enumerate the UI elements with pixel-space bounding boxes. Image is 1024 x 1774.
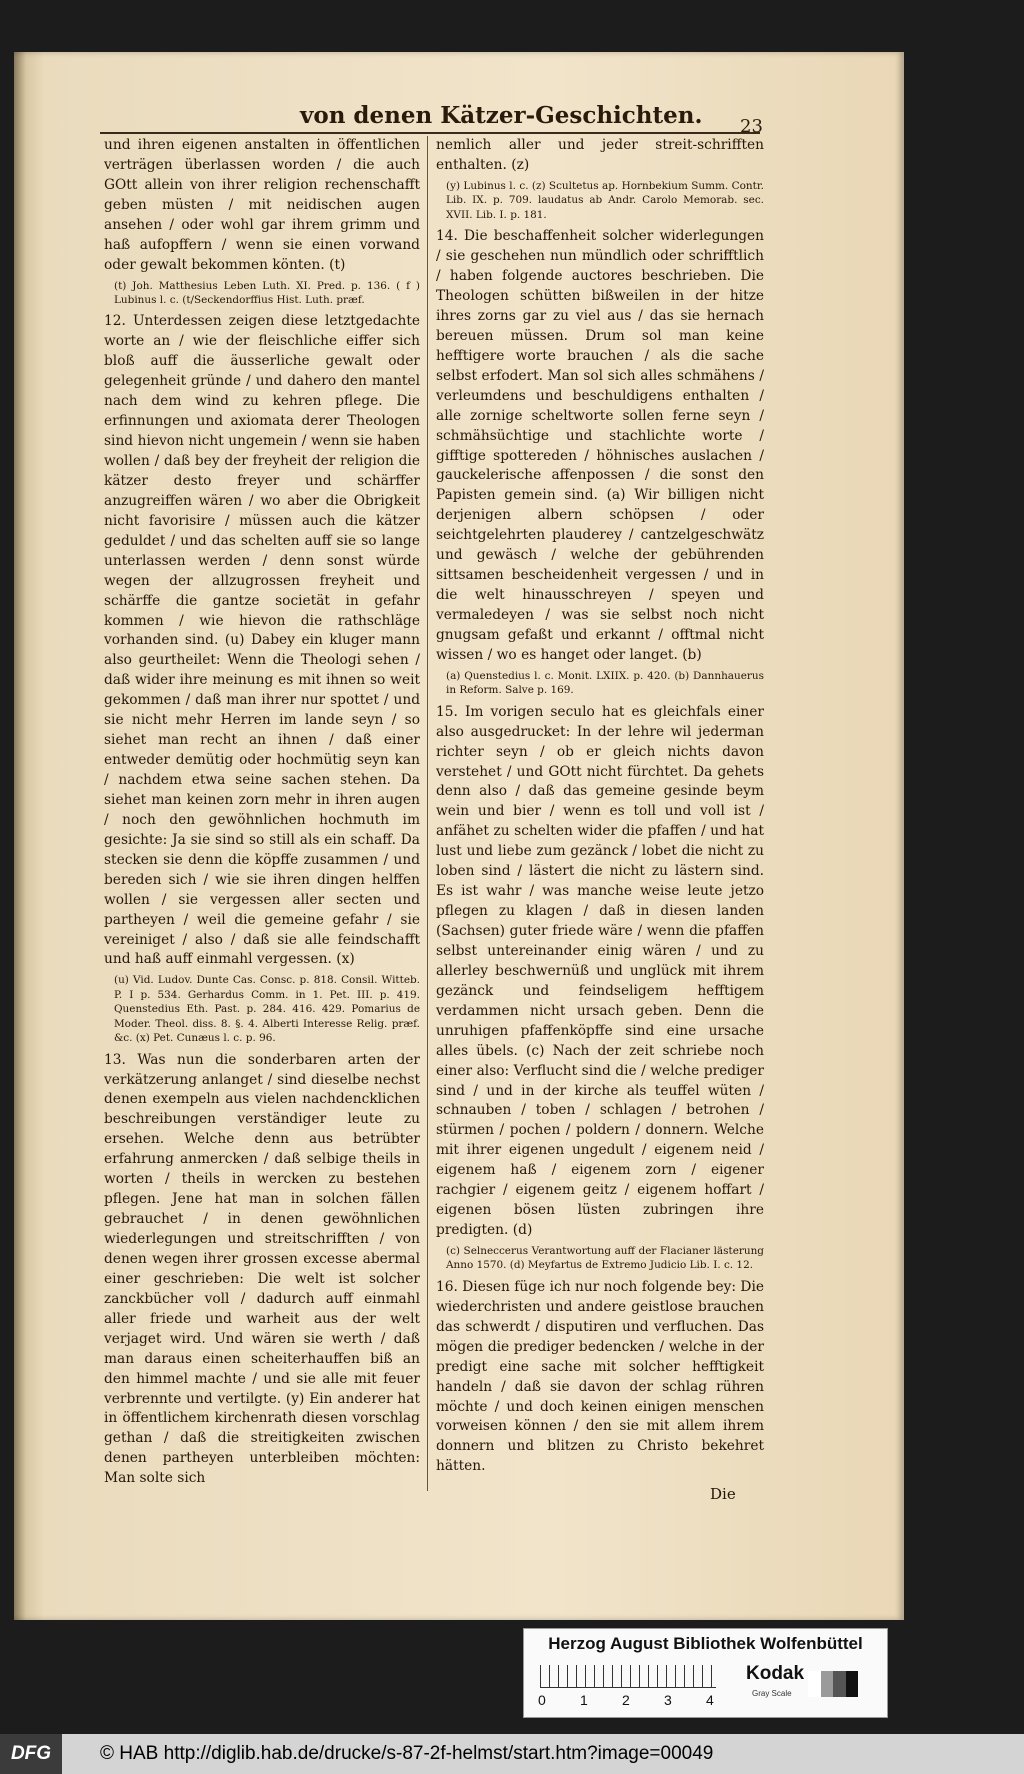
footnote: (a) Quenstedius l. c. Monit. LXIIX. p. 420. (b) Dannhauerus in Reform. Salve p. 169. [446,669,764,697]
paragraph: 13. Was nun die sonderbaren arten der verkätzerung anlanget / sind dieselbe nechst denen exempeln aus vielen nachdencklichen beschreibungen verständiger leute zu ersehen. Welche denn aus betrübter erfahrung anmercken / daß selbige theils in worten / theils in wercken zu bestehen pflegen. Jene hat man in solchen fällen gebrauchet / in denen gewöhnlichen wiederlegungen und streitschrifften / von denen wegen ihrer grossen excesse abermal einer geschrieben: Die welt ist solcher zanckbücher voll / dadurch auff einmahl aller friede und warheit aus der welt verjaget wird. Und wären sie werth / daß man daraus einen scheiterhauffen biß an den himmel machte / und sie alle mit feuer verbrennte und vertilgte. (y) Ein anderer hat in öffentlichem kirchenrath diesen vorschlag gethan / daß die streitigkeiten zwischen denen partheyen unterbleiben möchten: Man solte sich [104,1051,420,1487]
page-header [100,98,763,137]
scale-tick-label: 0 [538,1692,546,1708]
scale-tick-label: 2 [622,1692,630,1708]
copyright-link[interactable]: © HAB http://diglib.hab.de/drucke/s-87-2f-helmst/start.htm?image=00049 [100,1743,714,1764]
right-text-column [436,136,764,1477]
page-number: 23 [740,116,763,137]
paragraph: nemlich aller und jeder streit-schrifften enthalten. (z) [436,137,764,173]
footer-bar [0,1734,1024,1774]
scale-tick-label: 4 [706,1692,714,1708]
scale-ruler [540,1665,716,1688]
paragraph: 15. Im vorigen seculo hat es gleichfals einer also ausgedrucket: In der lehre wil jederman richter seyn / ob er gleich nichts davon verstehet / und GOtt nicht fürchtet. Da gehets denn also / daß das gemeine gesinde beym wein und bier / wenn es toll und voll ist / anfähet zu schelten wider die pfaffen / und hat lust und liebe zum gezänck / lobet die nicht zu loben sind / lästert die nicht zu lästern sind. Es ist wahr / was manche weise leute jetzo pflegen zu klagen / daß in diesen landen (Sachsen) guter friede wäre / wenn die pfaffen selbst untereinander einig wären / und zu allerley beschwernüß und unglück mit ihrem gezänck und feindseligem hefftigem verdammen nicht ursach geben. Denn die unruhigen pfaffenköpffe sind eine ursache alles übels. (c) Nach der zeit schriebe noch einer also: Verflucht sind die / welche prediger sind / und in der kirche als teuffel wüten / schnauben / toben / schlagen / betrohen / stürmen / pochen / poldern / donnern. Welche mit ihrer eigenen ungedult / eigenem neid / eigenem haß / eigenem zorn / eigener rachgier / eigenem geitz / eigenem hoffart / eigenen bösen lüsten zubringen ihre predigten. (d) [436,703,764,1239]
column-divider [427,136,428,1491]
paragraph: 16. Diesen füge ich nur noch folgende bey: Die wiederchristen und andere geistlose brauchen das schwerdt / disputiren und verfluchen. Das mögen die prediger bedencken / welche in der predigt eine sache mit solcher hefftigkeit handeln / daß sie davon der schlag rühren möchte / und doch keinen einigen menschen vorweisen können / den sie mit allem ihrem donnern und blitzen zu Christo bekehret hätten. [436,1278,764,1475]
gray-scale-label: Gray Scale [752,1689,792,1698]
footnote: (u) Vid. Ludov. Dunte Cas. Consc. p. 818. Consil. Witteb. P. I p. 534. Gerhardus Comm. in 1. Pet. III. p. 419. Quenstedius Eth. Past. p. 284. 416. 429. Pomarius de Moder. Theol. diss. 8. §. 4. Alberti Interesse Relig. præf. &c. (x) Pet. Cunæus l. c. p. 96. [114,974,420,1045]
paragraph: und ihren eigenen anstalten in öffentlichen verträgen überlassen worden / die auch GOtt allein von ihrer religion rechenschafft geben müsten / mit neidischen augen ansehen / oder wohl gar ihrem grimm und haß aufopffern / wenn sie einen vorwand oder gewalt bekommen könten. (t) [104,137,420,273]
gray-scale-swatch [808,1671,858,1697]
gray-swatch-patch [833,1671,846,1697]
paragraph: 14. Die beschaffenheit solcher widerlegungen / sie geschehen nun mündlich oder schrifftlich / haben folgende auctores beschrieben. Die Theologen schütten bißweilen in der hitze ihres zorns gar zu viel aus / das sie hernach bereuen müssen. Drum sol man keine hefftigere worte brauchen / als die sache selbst erfodert. Man sol sich alles schmähens / verleumdens und beschuldigens enthalten / alle zornige scheltworte sollen ferne seyn / schmähsüchtige und stachlichte worte / gifftige spottereden / höhnisches auslachen / gauckelerische affenpossen / die sonst den Papisten gemein sind. (a) Wir billigen nicht derjenigen albern schöpsen / oder seichtgelehrten plauderey / cantzelgeschwätz und gewäsch / welche der gebührenden sittsamen bescheidenheit vergessen / und in die welt hinausschreyen / speyen und vermaledeyen / was sie selbst noch nicht gnugsam gefaßt und erkannt / offtmal nicht wissen / wo es hanget oder langet. (b) [436,228,764,663]
gray-swatch-patch [808,1671,821,1697]
footnote: (c) Selneccerus Verantwortung auff der Flacianer lästerung Anno 1570. (d) Meyfartus de Extremo Judicio Lib. I. c. 12. [446,1245,764,1272]
gray-swatch-patch [846,1671,859,1697]
paragraph: 12. Unterdessen zeigen diese letztgedachte worte an / wie der fleischliche eiffer sich bloß auff die äusserliche gewalt oder gelegenheit gründe / und dahero den mantel nach dem wind zu kehren pflege. Die erfinnungen und axiomata derer Theologen sind hievon nicht ungemein / wenn sie haben wollen / daß bey der freyheit der religion die kätzer desto freyer und schärffer anzugreiffen wären / wo aber die Obrigkeit nicht favorisire / müssen auch die kätzer geduldet / und das schelten auff sie so lange unterlassen werden / denn sonst würde wegen der allzugrossen freyheit und schärffe die gantze societät in gefahr kommen / wie hievon die rathschläge vorhanden sind. (u) Dabey ein kluger mann also geurtheilet: Wenn die Theologi sehen / daß wider ihre meinung es mit ihnen so weit gekommen / daß man ihrer nur spottet / und sie nicht mehr Herren im lande seyn / so siehet man recht an ihnen / daß einer entweder demütig oder hochmütig seyn kan / nachdem etwa seine sachen stehen. Da siehet man keinen zorn mehr in ihren augen / noch den gewöhnlichen hochmuth im gesichte: Ja sie sind so still als ein schaff. Da stecken sie denn die köpffe zusammen / und bereden sich / wie sie ihren dingen helffen wollen / sie vergessen aller secten und partheyen / weil die gemeine gefahr / sie vereiniget / also / daß sie alle feindschafft und haß auff einmahl vergessen. (x) [104,313,420,968]
library-scale-card [523,1628,888,1718]
catchword: Die [710,1485,736,1503]
footnote: (y) Lubinus l. c. (z) Scultetus ap. Hornbekium Summ. Contr. Lib. IX. p. 709. laudatus ab Andr. Carolo Memorab. sec. XVII. Lib. I. p. 181. [446,179,764,221]
library-name: Herzog August Bibliothek Wolfenbüttel [548,1634,863,1653]
scale-tick-label: 3 [664,1692,672,1708]
scale-tick-label: 1 [580,1692,588,1708]
gray-swatch-patch [821,1671,834,1697]
left-text-column [104,136,420,1489]
running-title: von denen Kätzer-Geschichten. [300,102,703,129]
footnote: (t) Joh. Matthesius Leben Luth. XI. Pred. p. 136. ( f ) Lubinus l. c. (t/Seckendorffius Hist. Luth. præf. [114,279,420,306]
kodak-logo: Kodak [746,1663,805,1684]
measurement-scale [540,1663,720,1711]
dfg-logo: DFG [0,1734,62,1774]
